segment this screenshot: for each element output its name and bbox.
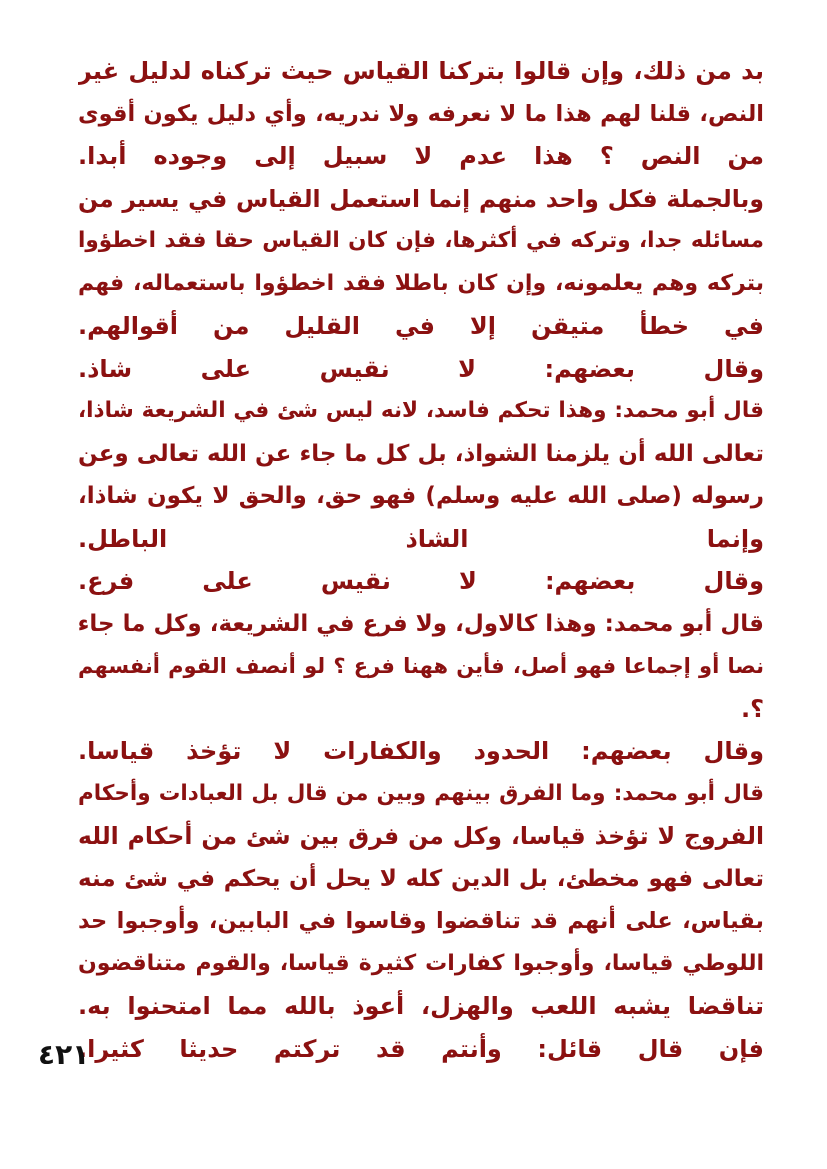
text-line: بد من ذلك، وإن قالوا بتركنا القياس حيث تركناه لدليل غير — [78, 57, 764, 85]
text-line: قال أبو محمد: وهذا تحكم فاسد، لانه ليس شئ في الشريعة شاذا، — [78, 398, 764, 423]
text-line: تعالى الله أن يلزمنا الشواذ، بل كل ما جاء عن الله تعالى وعن — [78, 440, 764, 467]
text-line: بقياس، على أنهم قد تناقضوا وقاسوا في البابين، وأوجبوا حد — [78, 908, 764, 934]
text-line: وإنما الشاذ الباطل. — [78, 524, 764, 553]
text-line: قال أبو محمد: وهذا كالاول، ولا فرع في الشريعة، وكل ما جاء — [78, 610, 764, 637]
text-line: تناقضا يشبه اللعب والهزل، أعوذ بالله مما امتحنوا به. — [78, 992, 764, 1020]
text-line: اللوطي قياسا، وأوجبوا كفارات كثيرة قياسا، والقوم متناقضون — [78, 950, 764, 976]
text-line: بتركه وهم يعلمونه، وإن كان باطلا فقد اخطؤوا باستعماله، فهم — [78, 270, 764, 296]
text-line: وبالجملة فكل واحد منهم إنما استعمل القياس في يسير من — [78, 184, 764, 213]
page-body — [78, 50, 764, 1070]
text-line: نصا أو إجماعا فهو أصل، فأين ههنا فرع ؟ لو أنصف القوم أنفسهم — [78, 654, 764, 678]
text-line: الفروج لا تؤخذ قياسا، وكل من فرق بين شئ من أحكام الله — [78, 822, 764, 850]
text-line: النص، قلنا لهم هذا ما لا نعرفه ولا ندريه، وأي دليل يكون أقوى — [78, 100, 764, 127]
text-line: تعالى فهو مخطئ، بل الدين كله لا يحل أن يحكم في شئ منه — [78, 865, 764, 892]
text-line: مسائله جدا، وتركه في أكثرها، فإن كان القياس حقا فقد اخطؤوا — [78, 228, 764, 253]
page-number: ٤٢١ — [38, 1038, 90, 1071]
text-line: من النص ؟ هذا عدم لا سبيل إلى وجوده أبدا. — [78, 142, 764, 170]
text-line: قال أبو محمد: وما الفرق بينهم وبين من قال بل العبادات وأحكام — [78, 780, 764, 806]
text-line: ؟. — [740, 694, 764, 723]
text-line: وقال بعضهم: لا نقيس على شاذ. — [78, 354, 764, 383]
text-line: في خطأ متيقن إلا في القليل من أقوالهم. — [78, 312, 764, 340]
text-line: رسوله (صلى الله عليه وسلم) فهو حق، والحق لا يكون شاذا، — [78, 483, 764, 509]
text-line: فإن قال قائل: وأنتم قد تركتم حديثا كثيرا. — [78, 1034, 764, 1063]
text-line: وقال بعضهم: الحدود والكفارات لا تؤخذ قياسا. — [78, 737, 764, 765]
text-line: وقال بعضهم: لا نقيس على فرع. — [78, 567, 764, 595]
